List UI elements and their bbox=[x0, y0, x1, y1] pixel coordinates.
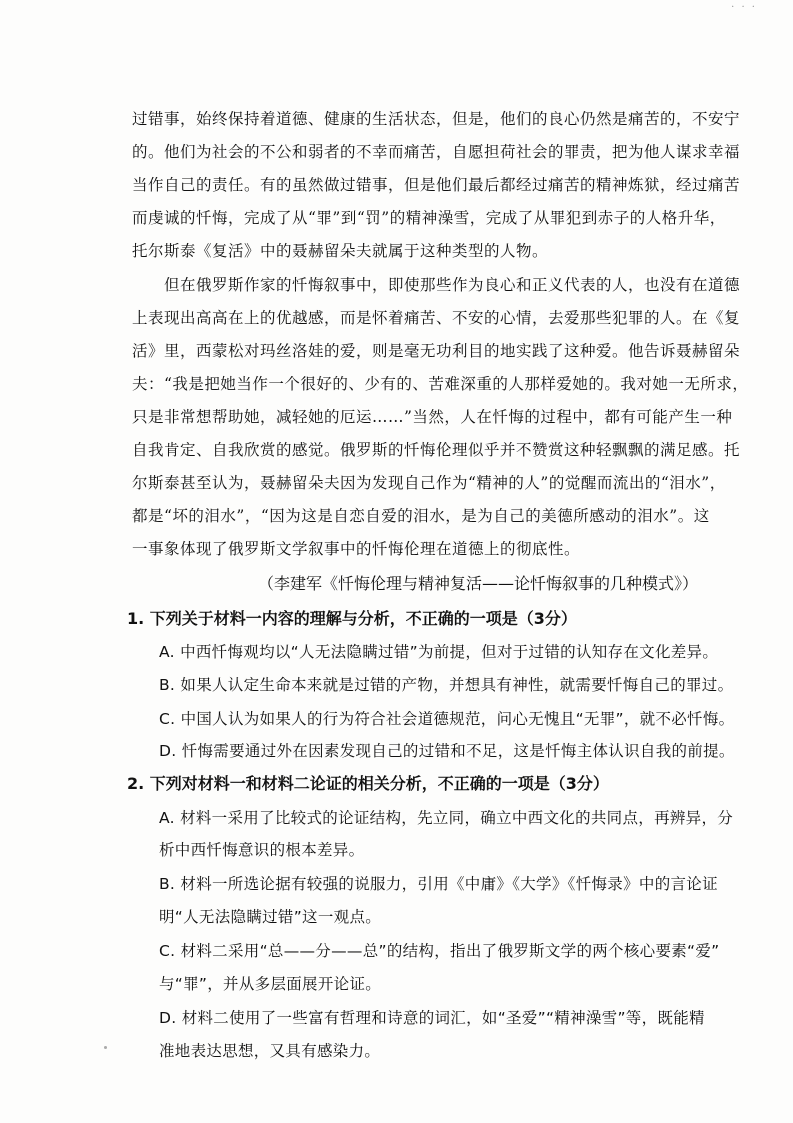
option-d[interactable]: D. 忏悔需要通过外在因素发现自己的过错和不足，这是忏悔主体认识自我的前提。 bbox=[159, 742, 735, 760]
passage-line: 一事象体现了俄罗斯文学叙事中的忏悔伦理在道德上的彻底性。 bbox=[132, 540, 581, 558]
passage-line: 自我肯定、自我欣赏的感觉。俄罗斯的忏悔伦理似乎并不赞赏这种轻飘飘的满足感。托 bbox=[132, 441, 741, 459]
passage-line: 而虔诚的忏悔，完成了从“罪”到“罚”的精神澡雪，完成了从罪犯到赤子的人格升华， bbox=[132, 209, 726, 227]
passage-line: 当作自己的责任。有的虽然做过错事，但是他们最后都经过痛苦的精神炼狱，经过痛苦 bbox=[132, 176, 741, 194]
option-d-continued: 准地表达思想，又具有感染力。 bbox=[159, 1042, 381, 1060]
option-c-continued: 与“罪”，并从多层面展开论证。 bbox=[159, 975, 382, 993]
passage-line: 的。他们为社会的不公和弱者的不幸而痛苦，自愿担荷社会的罪责，把为他人谋求幸福 bbox=[132, 143, 741, 161]
option-a[interactable]: A. 材料一采用了比较式的论证结构，先立同，确立中西文化的共同点，再辨异，分 bbox=[159, 809, 734, 827]
option-c[interactable]: C. 材料二采用“总——分——总”的结构，指出了俄罗斯文学的两个核心要素“爱” bbox=[159, 942, 720, 960]
passage-line: 夫：“我是把她当作一个很好的、少有的、苦难深重的人那样爱她的。我对她一无所求， bbox=[132, 375, 749, 393]
scan-mark: · · · bbox=[731, 2, 757, 13]
passage-line: 上表现出高高在上的优越感，而是怀着痛苦、不安的心情，去爱那些犯罪的人。在《复 bbox=[132, 309, 741, 327]
option-b[interactable]: B. 如果人认定生命本来就是过错的产物，并想具有神性，就需要忏悔自己的罪过。 bbox=[159, 676, 734, 694]
question-stem: 2. 下列对材料一和材料二论证的相关分析，不正确的一项是（3分） bbox=[127, 774, 609, 793]
option-b-continued: 明“人无法隐瞒过错”这一观点。 bbox=[159, 908, 382, 926]
passage-source: （李建军《忏悔伦理与精神复活——论忏悔叙事的几种模式》） bbox=[257, 574, 698, 593]
passage-line: 但在俄罗斯作家的忏悔叙事中，即使那些作为良心和正义代表的人，也没有在道德 bbox=[132, 276, 741, 294]
scan-speck bbox=[104, 1046, 107, 1049]
option-d[interactable]: D. 材料二使用了一些富有哲理和诗意的词汇，如“圣爱”“精神澡雪”等，既能精 bbox=[159, 1009, 705, 1027]
question-stem: 1. 下列关于材料一内容的理解与分析，不正确的一项是（3分） bbox=[127, 609, 577, 628]
passage-line: 只是非常想帮助她，减轻她的厄运……”当然，人在忏悔的过程中，都有可能产生一种 bbox=[132, 408, 733, 426]
option-a[interactable]: A. 中西忏悔观均以“人无法隐瞒过错”为前提，但对于过错的认知存在文化差异。 bbox=[159, 643, 719, 661]
passage-line: 托尔斯泰《复活》中的聂赫留朵夫就属于这种类型的人物。 bbox=[132, 242, 549, 260]
passage-line: 尔斯泰甚至认为，聂赫留朵夫因为发现自己作为“精神的人”的觉醒而流出的“泪水”， bbox=[132, 474, 726, 492]
passage-line: 过错事，始终保持着道德、健康的生活状态，但是，他们的良心仍然是痛苦的，不安宁 bbox=[132, 110, 741, 128]
passage-line: 都是“坏的泪水”，“因为这是自恋自爱的泪水，是为自己的美德所感动的泪水”。这 bbox=[132, 507, 710, 525]
option-b[interactable]: B. 材料一所选论据有较强的说服力，引用《中庸》《大学》《忏悔录》中的言论证 bbox=[159, 875, 718, 893]
option-a-continued: 析中西忏悔意识的根本差异。 bbox=[159, 841, 365, 859]
passage-line: 活》里，西蒙松对玛丝洛娃的爱，则是毫无功利目的地实践了这种爱。他告诉聂赫留朵 bbox=[132, 342, 741, 360]
option-c[interactable]: C. 中国人认为如果人的行为符合社会道德规范，问心无愧且“无罪”，就不必忏悔。 bbox=[159, 710, 735, 728]
